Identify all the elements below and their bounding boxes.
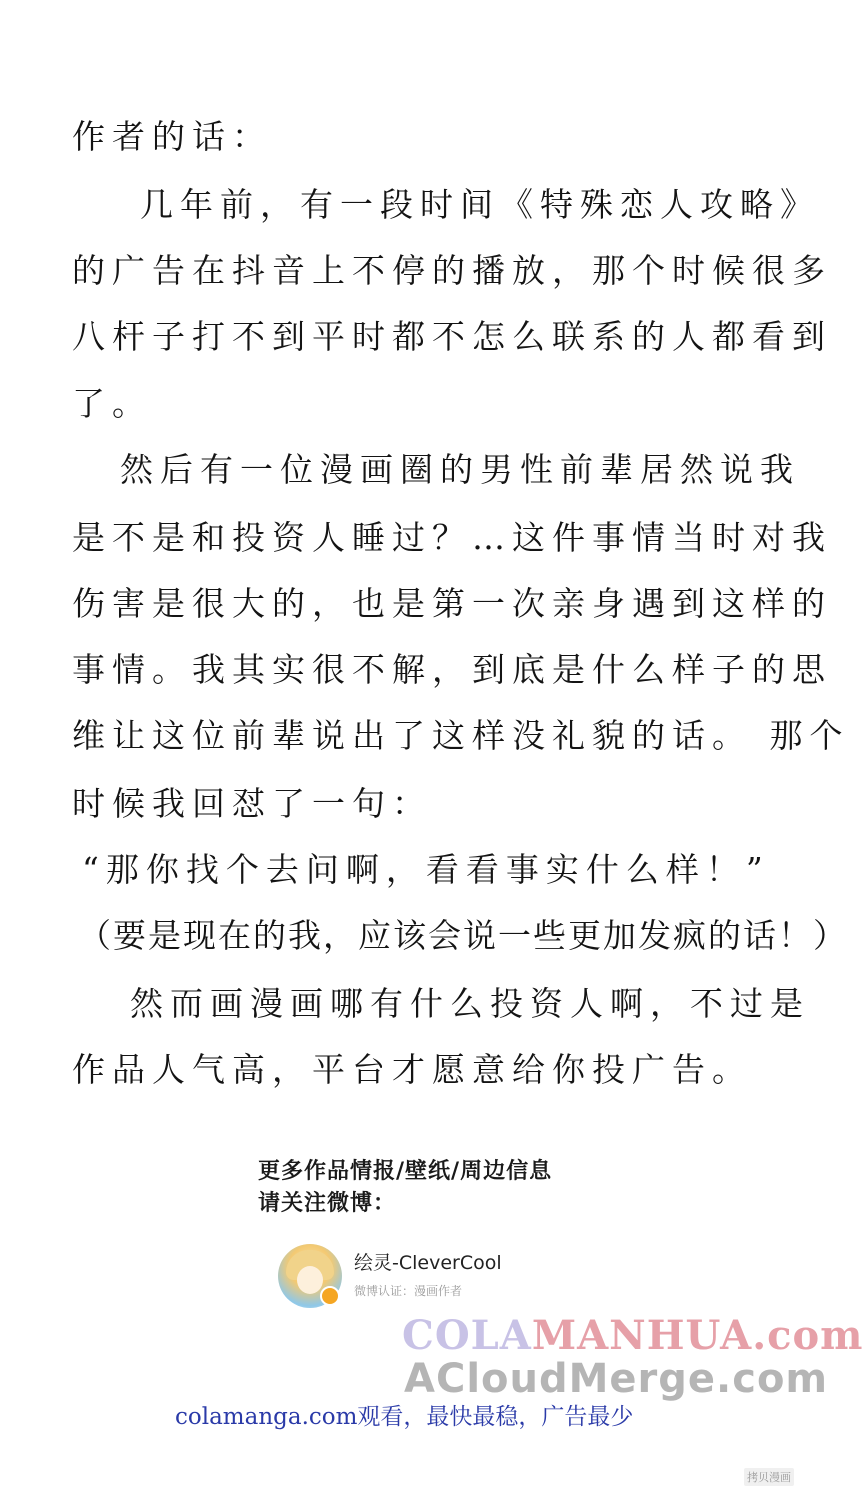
note-line: 作品人气高，平台才愿意给你投广告。 [72,1050,752,1089]
footer-site-notice[interactable]: colamanga.com观看，最快最稳，广告最少 [175,1404,634,1430]
weibo-profile-card[interactable] [278,1242,538,1312]
note-aside: （要是现在的我，应该会说一些更加发疯的话！） [78,916,848,955]
note-line: 时候我回怼了一句： [72,784,432,823]
watermark-acloudmerge: ACloudMerge.com [404,1356,829,1402]
verified-badge-icon [320,1286,340,1306]
note-line: 事情。我其实很不解，到底是什么样子的思 [72,650,832,689]
note-line: 然后有一位漫画圈的男性前辈居然说我 [120,450,800,489]
note-line: 是不是和投资人睡过？…这件事情当时对我 [72,518,832,557]
note-line: 八杆子打不到平时都不怎么联系的人都看到 [72,317,832,356]
corner-tag: 拷贝漫画 [744,1468,794,1486]
watermark-colamanhua [402,1312,863,1359]
watermark-cola: COLA [402,1312,532,1359]
avatar-face [297,1266,323,1294]
note-line: 了。 [72,384,152,423]
watermark-manhua: MANHUA.com [531,1312,863,1359]
avatar[interactable] [278,1244,342,1308]
note-line: 几年前，有一段时间《特殊恋人攻略》 [140,185,820,224]
note-heading: 作者的话： [72,117,272,156]
profile-name[interactable]: 绘灵-CleverCool [354,1252,502,1274]
note-line: 维让这位前辈说出了这样没礼貌的话。 那个 [72,716,850,755]
promo-line-2: 请关注微博： [258,1191,397,1216]
profile-verification: 微博认证：漫画作者 [354,1284,463,1298]
promo-line-1: 更多作品情报/壁纸/周边信息 [258,1159,553,1184]
note-quote: “那你找个去问啊，看看事实什么样！” [82,850,770,889]
note-line: 然而画漫画哪有什么投资人啊，不过是 [130,984,810,1023]
note-line: 伤害是很大的，也是第一次亲身遇到这样的 [72,584,832,623]
note-line: 的广告在抖音上不停的播放，那个时候很多 [72,251,832,290]
